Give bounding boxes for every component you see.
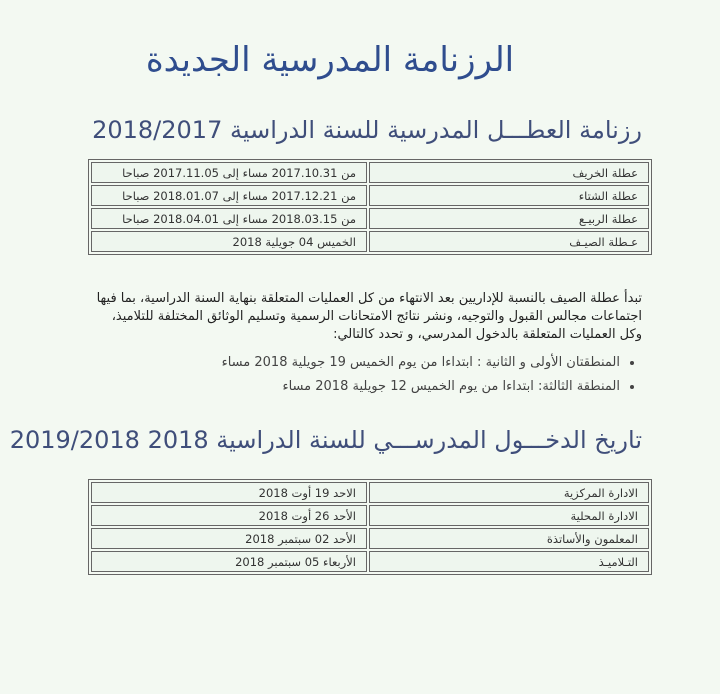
table-row [91, 162, 649, 183]
holiday-dates: من 2017.12.21 مساء إلى 2018.01.07 صباحا [91, 185, 367, 206]
holidays-table [88, 159, 652, 255]
list-item: • المنطقة الثالثة: ابتداءا من يوم الخميس 12 جويلية 2018 مساء [100, 375, 620, 399]
summer-zones-list [100, 351, 638, 399]
holiday-label: عطلة الخريف [369, 162, 649, 183]
holidays-heading: رزنامة العطـــل المدرسية للسنة الدراسية 2018/2017 [92, 116, 642, 144]
table-row [91, 185, 649, 206]
entry-date: الأحد 02 سبتمبر 2018 [91, 528, 367, 549]
list-item: • المنطقتان الأولى و الثانية : ابتداءا من يوم الخميس 19 جويلية 2018 مساء [100, 351, 620, 375]
entry-date: الأحد 26 أوت 2018 [91, 505, 367, 526]
holiday-label: عطلة الربيـع [369, 208, 649, 229]
table-row [91, 208, 649, 229]
entry-date: الأربعاء 05 سبتمبر 2018 [91, 551, 367, 572]
table-row [91, 551, 649, 572]
entry-label: المعلمون والأساتذة [369, 528, 649, 549]
holiday-dates: من 2018.03.15 مساء إلى 2018.04.01 صباحا [91, 208, 367, 229]
holiday-label: عطلة الشتاء [369, 185, 649, 206]
entry-label: التـلاميـذ [369, 551, 649, 572]
holiday-dates: من 2017.10.31 مساء إلى 2017.11.05 صباحا [91, 162, 367, 183]
holiday-label: عـطلة الصيـف [369, 231, 649, 252]
entry-label: الادارة المحلية [369, 505, 649, 526]
holiday-dates: الخميس 04 جويلية 2018 [91, 231, 367, 252]
summer-paragraph: تبدأ عطلة الصيف بالنسبة للإداريين بعد الانتهاء من كل العمليات المتعلقة بنهاية السنة الدراسية، بما فيها اجتماعات مجالس القبول والتوجيه، ونشر نتائج الامتحانات الرسمية وتسليم الوثائق المختلفة للتلاميذ، وكل العمليات المتعلقة بالدخول المدرسي، و تحدد كالتالي: [96, 291, 642, 342]
entry-table [88, 479, 652, 575]
page-title: الرزنامة المدرسية الجديدة [145, 40, 515, 80]
table-row [91, 231, 649, 252]
table-row [91, 505, 649, 526]
entry-date: الاحد 19 أوت 2018 [91, 482, 367, 503]
table-row [91, 482, 649, 503]
entry-label: الادارة المركزية [369, 482, 649, 503]
table-row [91, 528, 649, 549]
entry-heading: تاريخ الدخـــول المدرســـي للسنة الدراسية 2018 2019/2018 [9, 426, 642, 454]
